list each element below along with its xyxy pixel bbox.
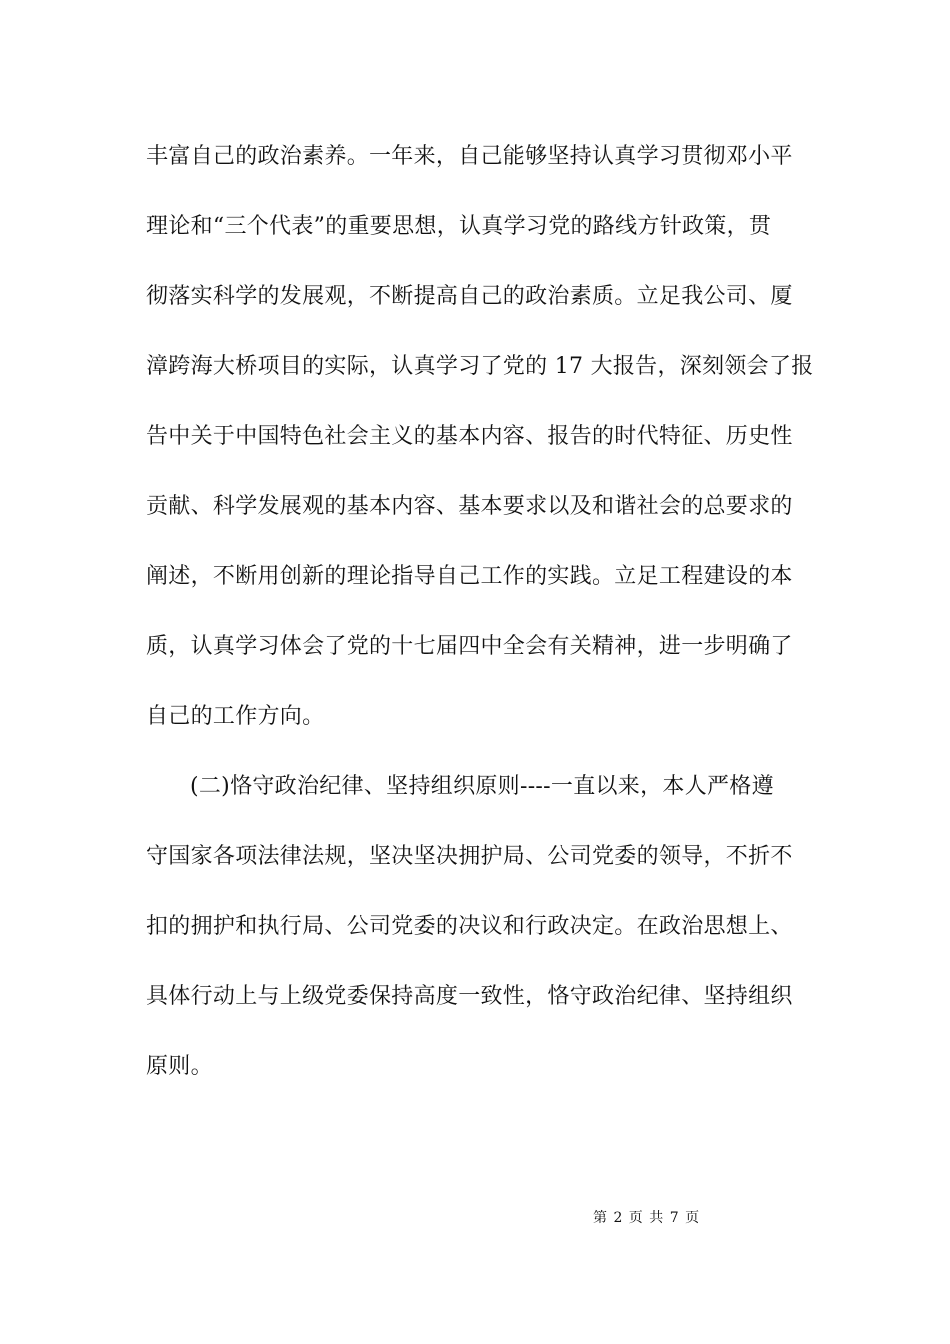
text-line: 具体行动上与上级党委保持高度一致性，恪守政治纪律、坚持组织 — [146, 984, 793, 1009]
text-line: 漳跨海大桥项目的实际，认真学习了党的 17 大报告，深刻领会了报 — [146, 354, 814, 379]
text-line: 质，认真学习体会了党的十七届四中全会有关精神，进一步明确了 — [146, 634, 793, 659]
text-line: 告中关于中国特色社会主义的基本内容、报告的时代特征、历史性 — [146, 424, 793, 449]
text-line: (二)恪守政治纪律、坚持组织原则----一直以来，本人严格遵 — [190, 774, 774, 799]
page-number: 第 2 页 共 7 页 — [593, 1210, 701, 1226]
text-line: 自己的工作方向。 — [146, 704, 325, 729]
text-line: 彻落实科学的发展观，不断提高自己的政治素质。立足我公司、厦 — [146, 284, 793, 309]
text-line: 贡献、科学发展观的基本内容、基本要求以及和谐社会的总要求的 — [146, 494, 793, 519]
text-line: 阐述，不断用创新的理论指导自己工作的实践。立足工程建设的本 — [146, 564, 793, 589]
text-line: 理论和“三个代表”的重要思想，认真学习党的路线方针政策，贯 — [146, 214, 772, 239]
text-line: 原则。 — [146, 1054, 213, 1079]
text-line: 守国家各项法律法规，坚决坚决拥护局、公司党委的领导，不折不 — [146, 844, 793, 869]
text-line: 扣的拥护和执行局、公司党委的决议和行政决定。在政治思想上、 — [146, 914, 793, 939]
text-line: 丰富自己的政治素养。一年来，自己能够坚持认真学习贯彻邓小平 — [146, 144, 793, 169]
